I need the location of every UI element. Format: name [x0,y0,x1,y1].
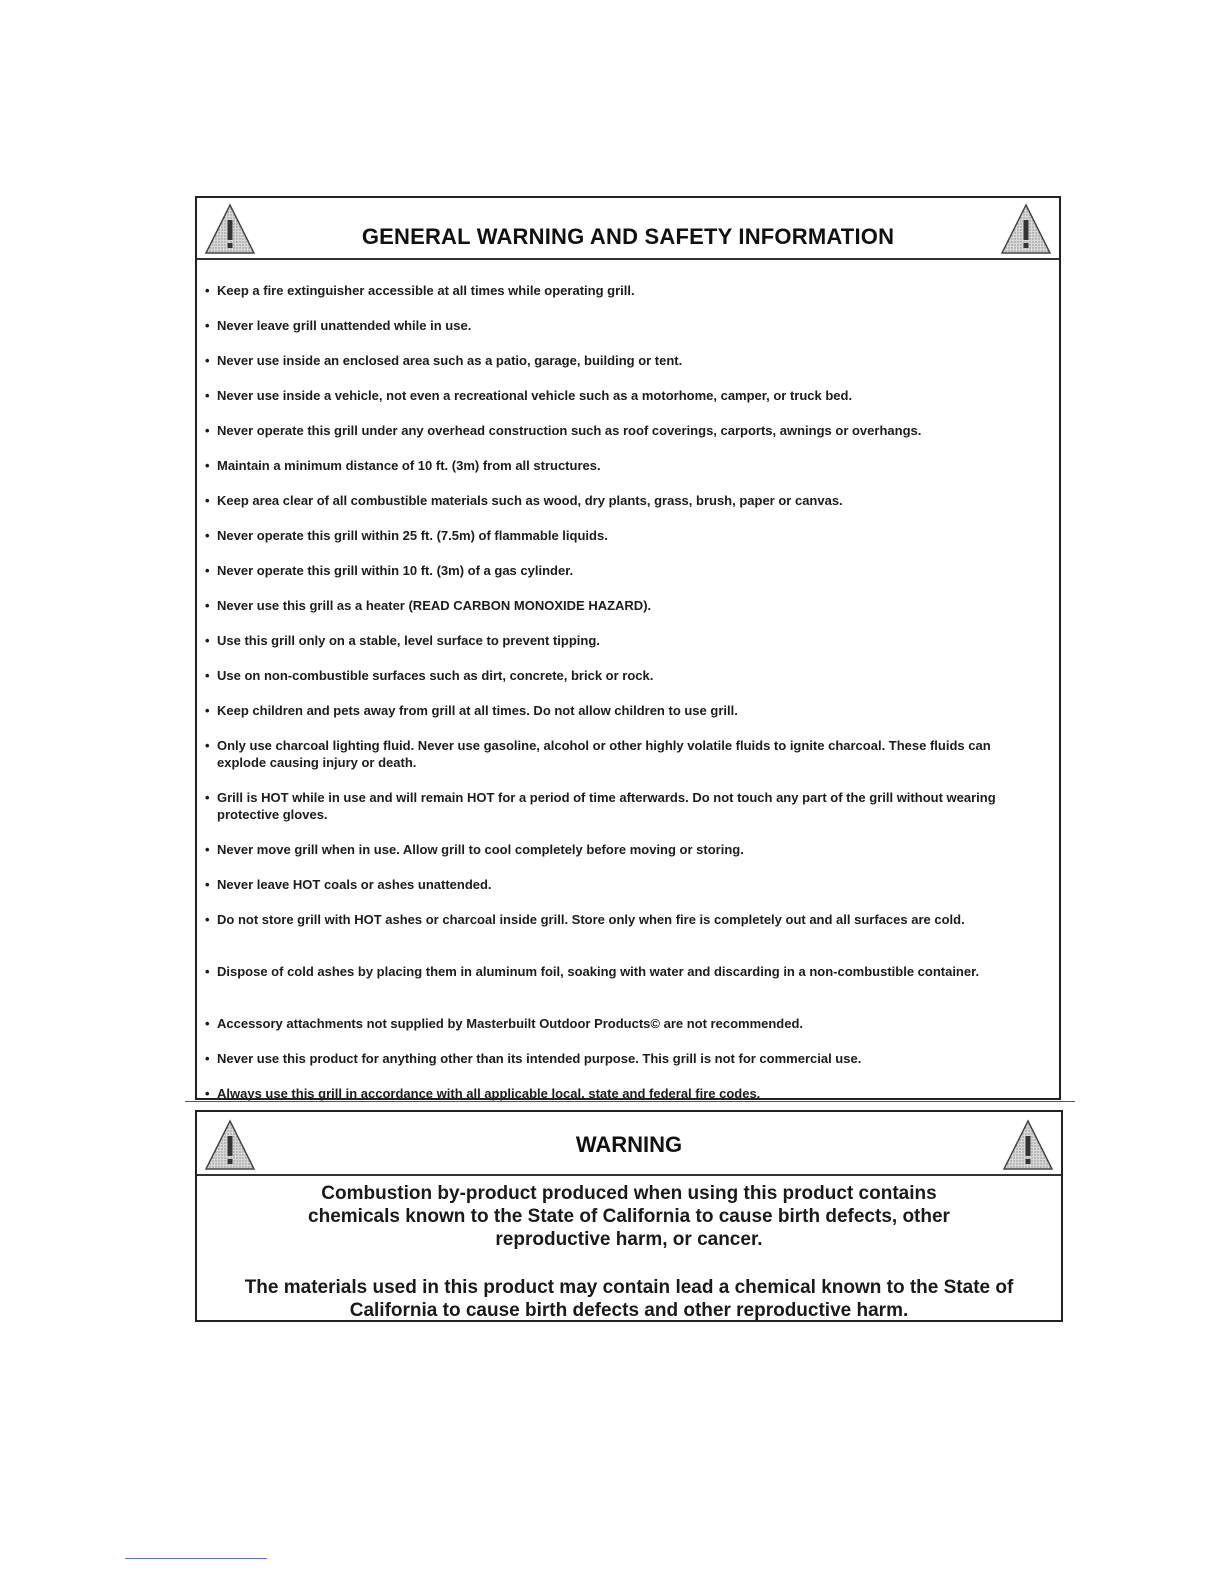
safety-item [205,876,1025,893]
safety-item-text: Never use inside a vehicle, not even a recreational vehicle such as a motorhome, camper, or truck bed. [217,388,853,403]
safety-item-text: Use this grill only on a stable, level surface to prevent tipping. [217,633,600,648]
bullet: • [205,423,210,438]
bullet: • [205,563,210,578]
safety-item-text: Accessory attachments not supplied by Masterbuilt Outdoor Products© are not recommended. [217,1016,804,1031]
bullet: • [205,790,210,805]
safety-item-text: Always use this grill in accordance with all applicable local, state and federal fire codes. [217,1086,761,1101]
warning-title: WARNING [575,1132,683,1157]
safety-item-text: Use on non-combustible surfaces such as dirt, concrete, brick or rock. [217,668,654,683]
safety-item [205,1085,1025,1102]
safety-item [205,632,1025,649]
safety-item [205,702,1025,719]
safety-item [205,492,1025,509]
bullet: • [205,528,210,543]
bullet: • [205,1086,210,1101]
bullet: • [205,668,210,683]
safety-item-text: Never use this product for anything other than its intended purpose. This grill is not for commercial use. [217,1051,862,1066]
warning-triangle-icon [999,202,1053,256]
safety-item-text: Never operate this grill within 25 ft. (7.5m) of flammable liquids. [217,528,608,543]
bullet: • [205,738,210,753]
safety-item [205,789,1025,823]
warning-header [197,1112,1061,1176]
safety-item-text: Never leave grill unattended while in use. [217,318,472,333]
safety-item-text: Grill is HOT while in use and will remain HOT for a period of time afterwards. Do not touch any part of the grill without wearing protective gloves. [217,790,996,822]
prop65-warning-panel [195,1110,1063,1322]
safety-item [205,1050,1025,1067]
safety-item-text: Never use inside an enclosed area such as a patio, garage, building or tent. [217,353,683,368]
general-warning-panel [195,196,1061,1100]
safety-item [205,317,1025,334]
bullet: • [205,877,210,892]
bullet: • [205,703,210,718]
safety-item-text: Never leave HOT coals or ashes unattended. [217,877,492,892]
bullet: • [205,458,210,473]
safety-item-text: Never operate this grill under any overhead construction such as roof coverings, carports, awnings or overhangs. [217,423,922,438]
bullet: • [205,493,210,508]
safety-item [205,457,1025,474]
safety-item-text: Never move grill when in use. Allow grill to cool completely before moving or storing. [217,842,744,857]
safety-item [205,597,1025,614]
safety-item-text: Dispose of cold ashes by placing them in aluminum foil, soaking with water and discarding in a non-combustible container. [217,964,980,979]
bullet: • [205,964,210,979]
safety-item [205,841,1025,858]
warning-paragraph-lead: The materials used in this product may contain lead a chemical known to the State of California to cause birth defects and other reproductive harm. [244,1277,1014,1321]
footer-rule [125,1558,267,1559]
safety-item-text: Do not store grill with HOT ashes or charcoal inside grill. Store only when fire is completely out and all surfaces are cold. [217,912,965,927]
safety-item-text: Never use this grill as a heater (READ CARBON MONOXIDE HAZARD). [217,598,652,613]
bullet: • [205,598,210,613]
safety-item [205,562,1025,579]
safety-item [205,387,1025,404]
divider-line [185,1101,1075,1102]
safety-item-text: Keep area clear of all combustible materials such as wood, dry plants, grass, brush, paper or canvas. [217,493,843,508]
safety-item-text: Only use charcoal lighting fluid. Never use gasoline, alcohol or other highly volatile fluids to ignite charcoal. These fluids can explode causing injury or death. [217,738,991,770]
bullet: • [205,842,210,857]
warning-paragraph-combustion: Combustion by-product produced when using this product contains chemicals known to the State of California to cause birth defects, other reproductive harm, or cancer. [308,1183,950,1250]
bullet: • [205,388,210,403]
general-warning-title: GENERAL WARNING AND SAFETY INFORMATION [361,224,895,249]
warning-triangle-icon [1001,1118,1055,1172]
safety-item [205,963,1025,980]
safety-item [205,667,1025,684]
safety-item [205,527,1025,544]
bullet: • [205,318,210,333]
safety-item-text: Never operate this grill within 10 ft. (3m) of a gas cylinder. [217,563,574,578]
safety-item [205,911,1025,928]
bullet: • [205,283,210,298]
bullet: • [205,912,210,927]
bullet: • [205,633,210,648]
bullet: • [205,353,210,368]
bullet: • [205,1016,210,1031]
bullet: • [205,1051,210,1066]
safety-item-text: Keep children and pets away from grill at all times. Do not allow children to use grill. [217,703,738,718]
safety-item-text: Maintain a minimum distance of 10 ft. (3m) from all structures. [217,458,601,473]
safety-item [205,282,1025,299]
safety-item [205,737,1025,771]
safety-item [205,422,1025,439]
safety-item [205,352,1025,369]
safety-item-text: Keep a fire extinguisher accessible at all times while operating grill. [217,283,635,298]
general-warning-header [197,198,1059,260]
safety-item [205,1015,1025,1032]
